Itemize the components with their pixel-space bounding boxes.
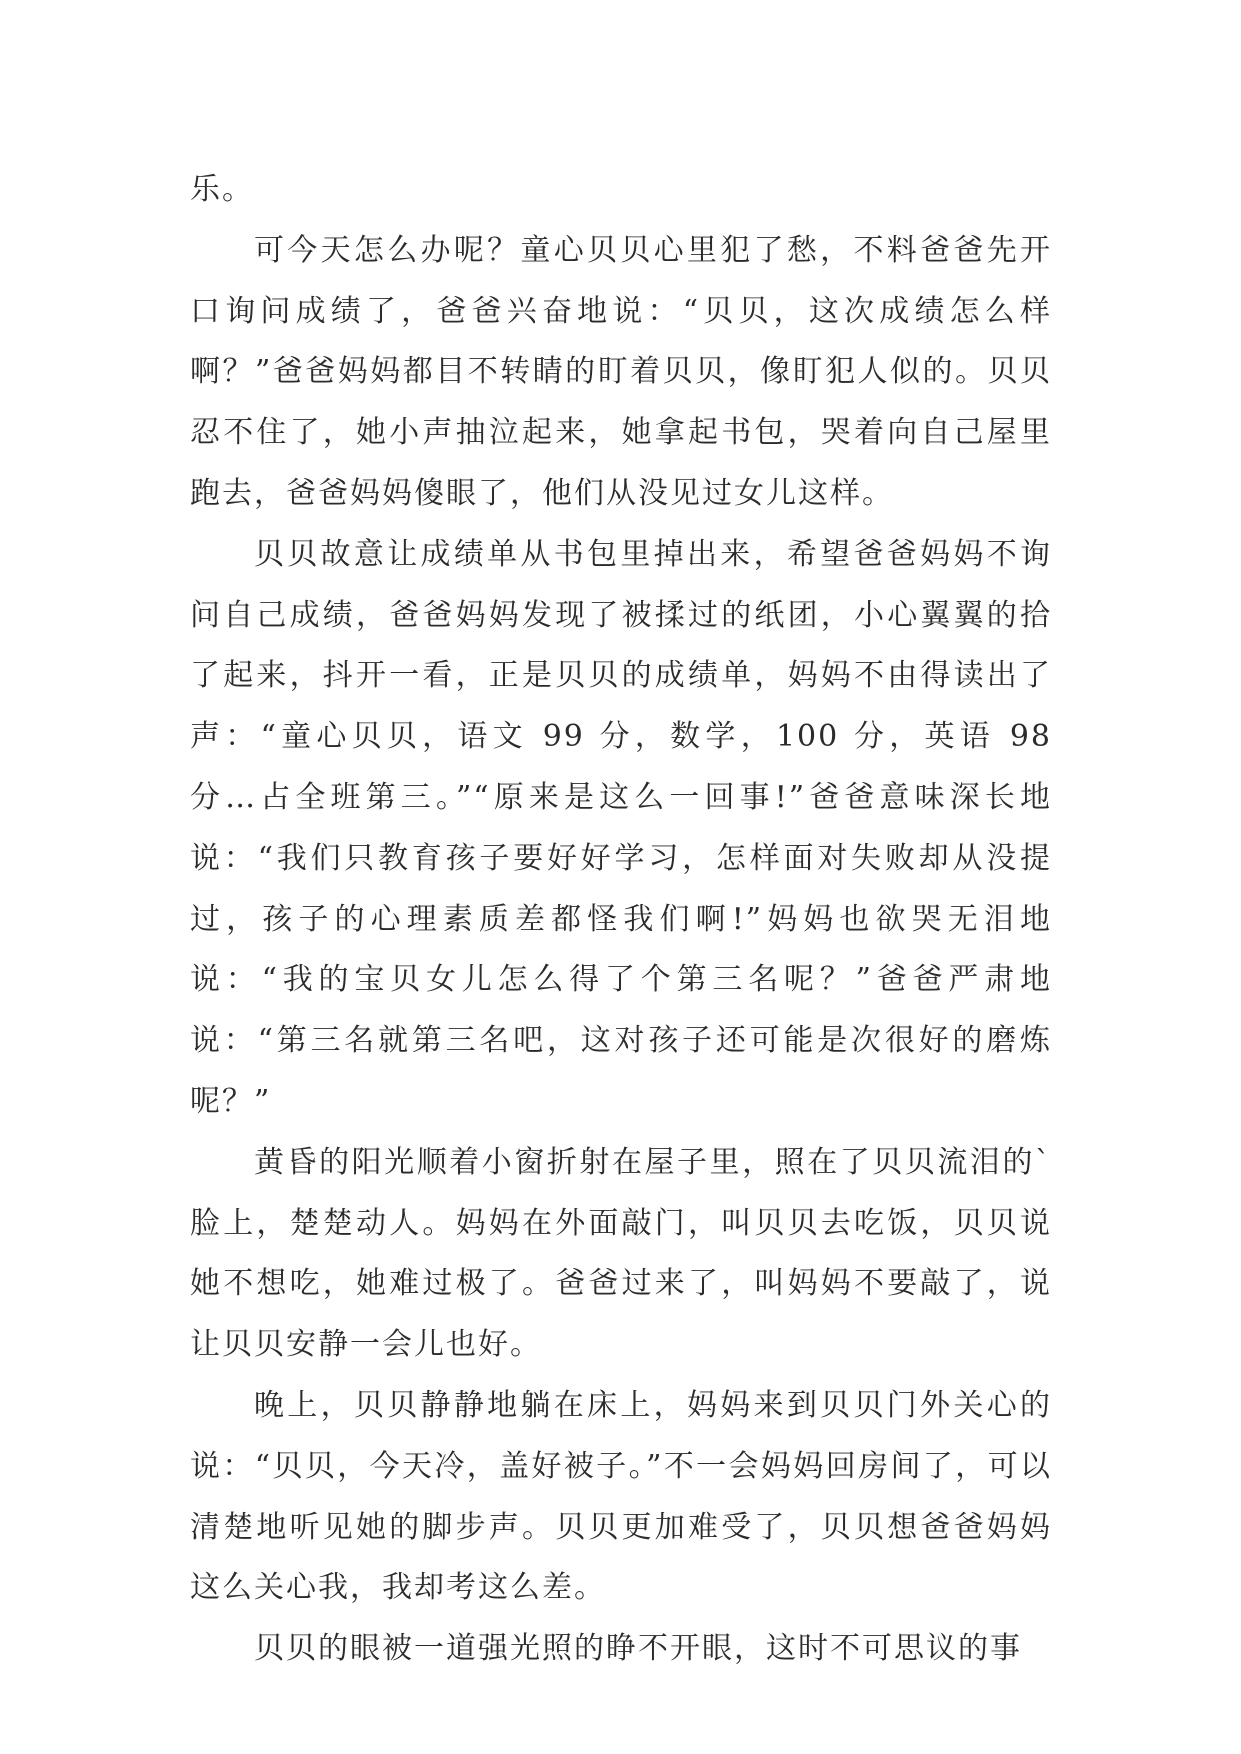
body-text xyxy=(190,160,1052,1680)
paragraph: 晚上，贝贝静静地躺在床上，妈妈来到贝贝门外关心的说：“贝贝，今天冷，盖好被子。”不一会妈妈回房间了，可以清楚地听见她的脚步声。贝贝更加难受了，贝贝想爸爸妈妈这么关心我，我却考这么差。 xyxy=(190,1387,1052,1606)
paragraph: 黄昏的阳光顺着小窗折射在屋子里，照在了贝贝流泪的`脸上，楚楚动人。妈妈在外面敲门，叫贝贝去吃饭，贝贝说她不想吃，她难过极了。爸爸过来了，叫妈妈不要敲了，说让贝贝安静一会儿也好。 xyxy=(190,1144,1052,1363)
paragraph: 贝贝故意让成绩单从书包里掉出来，希望爸爸妈妈不询问自己成绩，爸爸妈妈发现了被揉过的纸团，小心翼翼的拾了起来，抖开一看，正是贝贝的成绩单，妈妈不由得读出了声：“童心贝贝，语文 99 分，数学，100 分，英语 98 分…占全班第三。”“原来是这么一回事!”爸爸意味深长地说：“我们只教育孩子要好好学习，怎样面对失败却从没提过，孩子的心理素质差都怪我们啊!”妈妈也欲哭无泪地说：“我的宝贝女儿怎么得了个第三名呢？”爸爸严肃地说：“第三名就第三名吧，这对孩子还可能是次很好的磨炼呢？” xyxy=(190,536,1052,1119)
paragraph: 可今天怎么办呢？童心贝贝心里犯了愁，不料爸爸先开口询问成绩了，爸爸兴奋地说：“贝贝，这次成绩怎么样啊？”爸爸妈妈都目不转睛的盯着贝贝，像盯犯人似的。贝贝忍不住了，她小声抽泣起来，她拿起书包，哭着向自己屋里跑去，爸爸妈妈傻眼了，他们从没见过女儿这样。 xyxy=(190,232,1052,511)
paragraph-continuation: 乐。 xyxy=(190,172,254,207)
paragraph: 贝贝的眼被一道强光照的睁不开眼，这时不可思议的事 xyxy=(254,1631,1022,1667)
